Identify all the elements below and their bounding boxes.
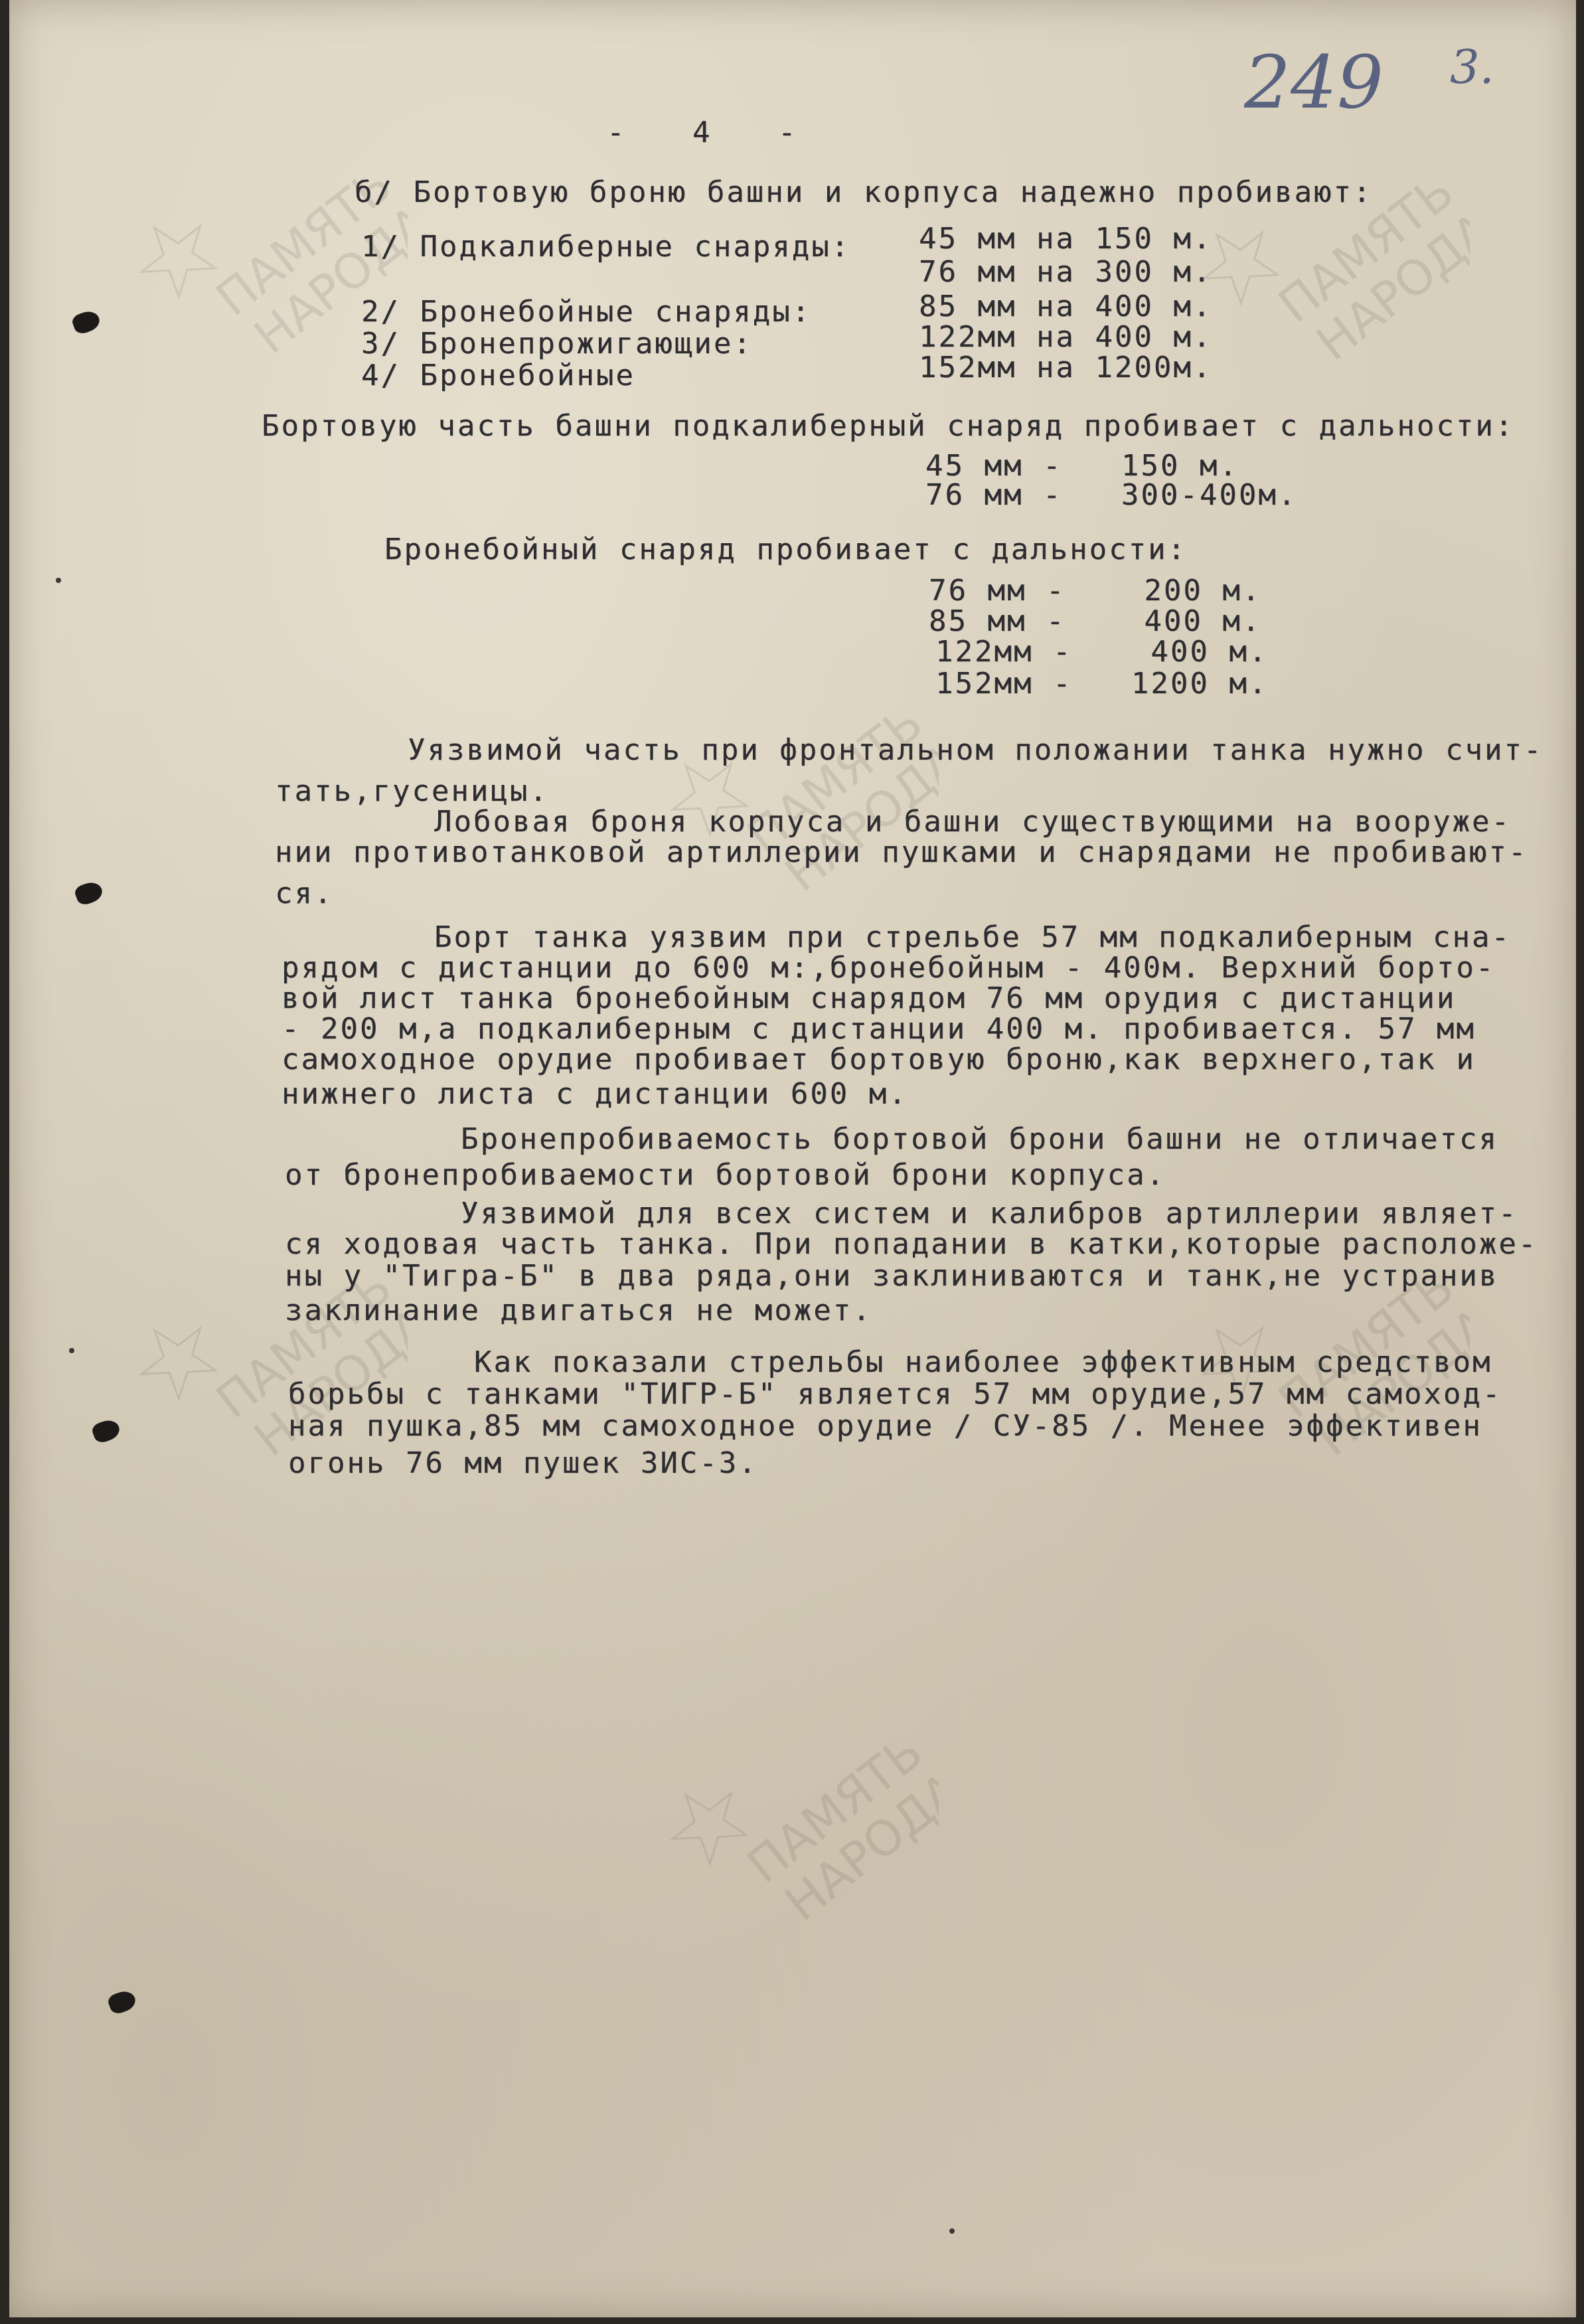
list-item-label: 2/ Бронебойные снаряды:: [361, 295, 812, 329]
list-item-value: 152мм на 1200м.: [919, 351, 1213, 384]
paragraph-line: вой лист танка бронебойным снарядом 76 мм орудия с дистанции: [281, 981, 1457, 1015]
archive-number: 249: [1244, 40, 1384, 125]
binder-hole: [73, 879, 105, 907]
paragraph-line: Как показали стрельбы наиболее эффективным средством: [474, 1345, 1492, 1379]
paragraph-line: Борт танка уязвим при стрельбе 57 мм подкалиберным сна-: [434, 920, 1511, 954]
binder-hole: [106, 1988, 138, 2016]
svg-text:ПАМЯТЬ: ПАМЯТЬ: [737, 695, 933, 865]
list-item-value: 76 мм на 300 м.: [919, 255, 1213, 289]
svg-text:НАРОДА: НАРОДА: [775, 732, 939, 903]
svg-text:ПАМЯТЬ: ПАМЯТЬ: [206, 157, 402, 327]
paragraph-line: тать,гусеницы.: [275, 774, 549, 808]
paragraph-line: нижнего листа с дистанции 600 м.: [281, 1077, 908, 1111]
section-heading: б/ Бортовую броню башни и корпуса надежно пробивают:: [355, 175, 1373, 209]
paragraph-line: ся.: [275, 876, 334, 910]
list-item-label: 3/ Бронепрожигающие:: [361, 327, 753, 361]
svg-text:ПАМЯТЬ: ПАМЯТЬ: [737, 1724, 933, 1894]
paragraph-line: ны у "Тигра-Б" в два ряда,они заклиниваются и танк,не устранив: [285, 1259, 1499, 1293]
svg-text:НАРОДА: НАРОДА: [775, 1761, 939, 1932]
paragraph-line: борьбы с танками "ТИГР-Б" является 57 мм орудие,57 мм самоход-: [288, 1377, 1502, 1411]
range-row: 45 мм - 150 м.: [925, 449, 1239, 483]
binder-hole: [70, 308, 102, 336]
watermark: [660, 664, 939, 943]
range-row: 152мм - 1200 м.: [935, 667, 1269, 701]
sheet-number: 3.: [1450, 40, 1494, 94]
paragraph-line: от бронепробиваемости бортовой брони корпуса.: [285, 1158, 1166, 1192]
star-icon: [660, 1772, 757, 1872]
paragraph-line: нии противотанковой артиллерии пушками и снарядами не пробивают-: [275, 835, 1528, 869]
star-icon: [129, 205, 226, 305]
svg-text:НАРОДА: НАРОДА: [244, 194, 408, 365]
paragraph-line: Лобовая броня корпуса и башни существующими на вооруже-: [434, 805, 1511, 839]
svg-text:ПАМЯТЬ: ПАМЯТЬ: [1268, 1259, 1465, 1430]
paragraph-line: Уязвимой часть при фронтальном положании танка нужно счит-: [408, 733, 1544, 767]
subsection-heading: Бронебойный снаряд пробивает с дальности:: [384, 533, 1188, 566]
list-item-label: 1/ Подкалиберные снаряды:: [361, 230, 851, 264]
page-number: - 4 -: [607, 116, 821, 149]
ink-speck: [69, 1348, 74, 1353]
binder-hole: [90, 1417, 122, 1445]
paragraph-line: заклинание двигаться не может.: [285, 1293, 872, 1327]
subsection-heading: Бортовую часть башни подкалиберный снаряд пробивает с дальности:: [262, 409, 1515, 443]
watermark: [1191, 133, 1470, 412]
list-item-value: 45 мм на 150 м.: [919, 222, 1213, 256]
list-item-label: 4/ Бронебойные: [361, 359, 635, 392]
svg-text:ПАМЯТЬ: ПАМЯТЬ: [1268, 163, 1465, 334]
list-item-value: 122мм на 400 м.: [919, 320, 1213, 354]
svg-text:ПАМЯТЬ: ПАМЯТЬ: [206, 1259, 402, 1430]
watermark: [660, 1693, 939, 1972]
ink-speck: [56, 578, 61, 583]
range-row: 85 мм - 400 м.: [929, 604, 1262, 638]
document-page: [9, 0, 1576, 2317]
paragraph-line: рядом с дистанции до 600 м:,бронебойным - 400м. Верхний борто-: [281, 951, 1496, 985]
paragraph-line: Бронепробиваемость бортовой брони башни не отличается: [461, 1122, 1498, 1156]
paragraph-line: Уязвимой для всех систем и калибров артиллерии являет-: [461, 1197, 1518, 1230]
ink-speck: [949, 2228, 955, 2234]
paragraph-line: ся ходовая часть танка. При попадании в катки,которые расположе-: [285, 1227, 1538, 1261]
range-row: 122мм - 400 м.: [935, 635, 1269, 669]
star-icon: [129, 1307, 226, 1408]
paragraph-line: огонь 76 мм пушек ЗИС-3.: [288, 1446, 758, 1480]
svg-text:НАРОДА: НАРОДА: [1306, 201, 1470, 372]
paragraph-line: - 200 м,а подкалиберным с дистанции 400 м. пробивается. 57 мм: [281, 1012, 1476, 1046]
list-item-value: 85 мм на 400 м.: [919, 290, 1213, 323]
svg-text:НАРОДА: НАРОДА: [244, 1296, 408, 1467]
range-row: 76 мм - 300-400м.: [925, 478, 1298, 512]
svg-text:НАРОДА: НАРОДА: [1306, 1296, 1470, 1467]
paragraph-line: самоходное орудие пробивает бортовую броню,как верхнего,так и: [281, 1042, 1476, 1076]
paragraph-line: ная пушка,85 мм самоходное орудие / СУ-85 /. Менее эффективен: [288, 1409, 1482, 1443]
range-row: 76 мм - 200 м.: [929, 574, 1262, 608]
